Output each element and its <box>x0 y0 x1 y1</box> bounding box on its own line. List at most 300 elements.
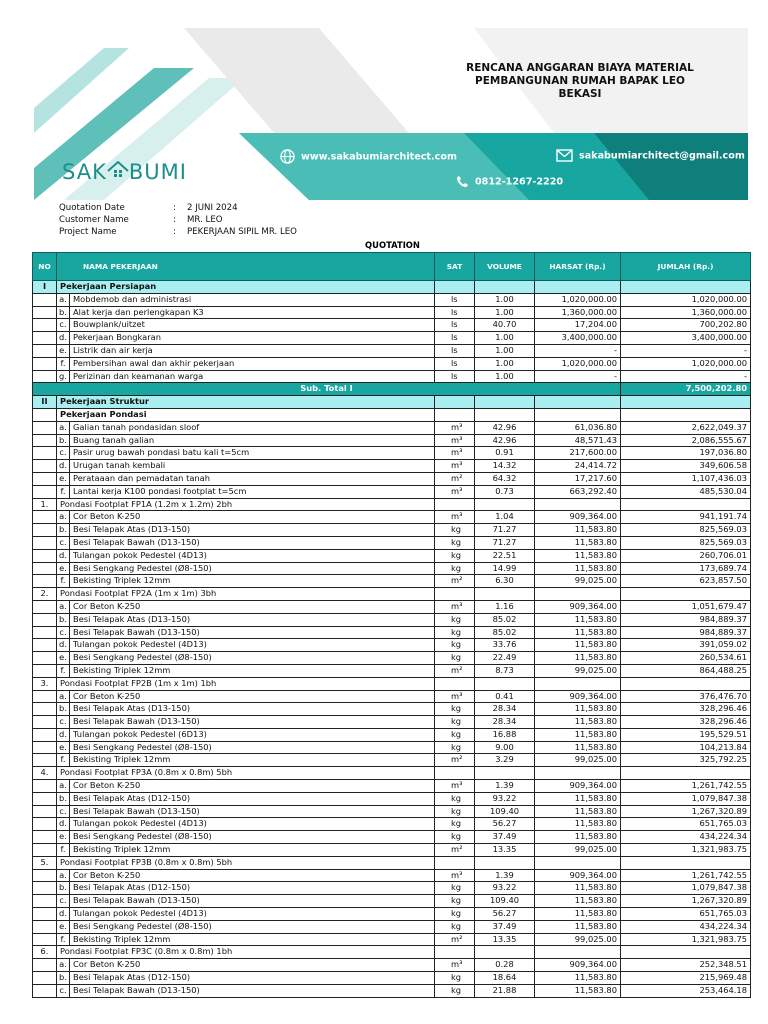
item-name-cell <box>57 831 435 844</box>
item-bullet: a. <box>57 870 70 882</box>
group-name: Pondasi Footplat FP3A (0.8m x 0.8m) 5bh <box>57 767 435 780</box>
item-name-cell <box>57 741 435 754</box>
item-unit-price: 11,583.80 <box>535 639 621 652</box>
item-bullet: a. <box>57 691 70 703</box>
item-unit-price: 1,020,000.00 <box>535 357 621 370</box>
item-volume: 93.22 <box>475 792 535 805</box>
item-name: Listrik dan air kerja <box>73 344 153 355</box>
item-total: 1,261,742.55 <box>621 780 751 793</box>
table-row <box>33 344 751 357</box>
item-unit: ls <box>435 332 475 345</box>
empty-cell <box>435 767 475 780</box>
empty-cell <box>535 677 621 690</box>
item-volume: 1.00 <box>475 357 535 370</box>
empty-cell <box>33 741 57 754</box>
empty-cell <box>33 293 57 306</box>
item-total: 197,036.80 <box>621 447 751 460</box>
item-name-cell <box>57 536 435 549</box>
item-volume: 1.39 <box>475 780 535 793</box>
item-name-cell <box>57 908 435 921</box>
item-bullet: d. <box>57 818 70 830</box>
item-volume: 0.73 <box>475 485 535 498</box>
item-unit-price: 3,400,000.00 <box>535 332 621 345</box>
item-total: 252,348.51 <box>621 959 751 972</box>
item-total: 215,969.48 <box>621 972 751 985</box>
empty-cell <box>33 959 57 972</box>
empty-cell <box>621 498 751 511</box>
item-name: Bekisting Triplek 12mm <box>73 933 171 944</box>
table-row <box>33 460 751 473</box>
item-name: Besi Telapak Bawah (D13-150) <box>73 716 200 727</box>
item-unit-price: 1,020,000.00 <box>535 293 621 306</box>
table-row <box>33 421 751 434</box>
table-row <box>33 664 751 677</box>
item-unit-price: 99,025.00 <box>535 933 621 946</box>
item-volume: 93.22 <box>475 882 535 895</box>
title-line-1: RENCANA ANGGARAN BIAYA MATERIAL <box>466 62 694 74</box>
item-unit-price: 99,025.00 <box>535 844 621 857</box>
table-row <box>33 869 751 882</box>
subtotal-row <box>33 383 751 396</box>
item-total: 1,321,983.75 <box>621 933 751 946</box>
empty-cell <box>535 281 621 294</box>
table-row <box>33 920 751 933</box>
item-name: Bekisting Triplek 12mm <box>73 754 171 765</box>
item-name-cell <box>57 421 435 434</box>
table-row <box>33 652 751 665</box>
item-unit-price: 11,583.80 <box>535 613 621 626</box>
item-name: Tulangan pokok Pedestel (4D13) <box>73 908 207 919</box>
row-no: 6. <box>33 946 57 959</box>
empty-cell <box>33 613 57 626</box>
item-total: - <box>621 370 751 383</box>
item-volume: 1.16 <box>475 600 535 613</box>
document-title <box>440 62 720 101</box>
item-unit-price: 11,583.80 <box>535 741 621 754</box>
empty-cell <box>435 408 475 421</box>
empty-cell <box>621 396 751 409</box>
empty-cell <box>33 754 57 767</box>
empty-cell <box>33 562 57 575</box>
item-bullet: d. <box>57 729 70 741</box>
item-unit: kg <box>435 524 475 537</box>
row-no: I <box>33 281 57 294</box>
item-volume: 71.27 <box>475 536 535 549</box>
item-unit-price: 99,025.00 <box>535 575 621 588</box>
item-total: 700,202.80 <box>621 319 751 332</box>
empty-cell <box>33 972 57 985</box>
item-name-cell <box>57 524 435 537</box>
item-volume: 22.49 <box>475 652 535 665</box>
item-bullet: f. <box>57 844 70 856</box>
table-row <box>33 306 751 319</box>
item-name-cell <box>57 600 435 613</box>
empty-cell <box>33 920 57 933</box>
item-name: Pekerjaan Bongkaran <box>73 332 161 343</box>
table-header-row <box>33 253 751 281</box>
item-bullet: f. <box>57 665 70 677</box>
item-total: 349,606.58 <box>621 460 751 473</box>
item-total: 1,261,742.55 <box>621 869 751 882</box>
empty-cell <box>33 344 57 357</box>
item-name: Cor Beton K-250 <box>73 600 141 611</box>
table-row <box>33 485 751 498</box>
item-unit-price: 11,583.80 <box>535 703 621 716</box>
item-volume: 13.35 <box>475 933 535 946</box>
table-row <box>33 754 751 767</box>
item-unit: m³ <box>435 447 475 460</box>
col-header-volume: VOLUME <box>475 253 535 281</box>
item-name-cell <box>57 780 435 793</box>
item-total: 2,086,555.67 <box>621 434 751 447</box>
item-unit: kg <box>435 728 475 741</box>
item-unit: kg <box>435 792 475 805</box>
item-unit: m² <box>435 664 475 677</box>
item-unit-price: - <box>535 370 621 383</box>
item-name-cell <box>57 972 435 985</box>
item-name: Besi Sengkang Pedestel (Ø8-150) <box>73 831 212 842</box>
empty-cell <box>33 511 57 524</box>
item-unit: kg <box>435 818 475 831</box>
item-unit: kg <box>435 703 475 716</box>
empty-cell <box>33 626 57 639</box>
item-unit: kg <box>435 920 475 933</box>
item-total: 3,400,000.00 <box>621 332 751 345</box>
item-total: 325,792.25 <box>621 754 751 767</box>
item-name: Bekisting Triplek 12mm <box>73 575 171 586</box>
email-text: sakabumiarchitect@gmail.com <box>579 150 745 162</box>
item-unit-price: 11,583.80 <box>535 562 621 575</box>
item-volume: 40.70 <box>475 319 535 332</box>
group-name: Pondasi Footplat FP1A (1.2m x 1.2m) 2bh <box>57 498 435 511</box>
item-unit: kg <box>435 895 475 908</box>
item-unit-price: 11,583.80 <box>535 652 621 665</box>
item-bullet: b. <box>57 435 70 447</box>
empty-cell <box>535 588 621 601</box>
col-header-name: NAMA PEKERJAAN <box>57 253 435 281</box>
item-volume: 0.41 <box>475 690 535 703</box>
item-volume: 109.40 <box>475 805 535 818</box>
item-bullet: d. <box>57 908 70 920</box>
item-unit: ls <box>435 370 475 383</box>
item-volume: 42.96 <box>475 421 535 434</box>
empty-cell <box>435 677 475 690</box>
item-unit: kg <box>435 613 475 626</box>
item-unit: kg <box>435 741 475 754</box>
item-volume: 21.88 <box>475 984 535 997</box>
empty-cell <box>475 677 535 690</box>
item-unit: kg <box>435 984 475 997</box>
item-name-cell <box>57 293 435 306</box>
group-row <box>33 856 751 869</box>
item-total: 651,765.03 <box>621 908 751 921</box>
phone-icon <box>456 175 469 188</box>
item-unit-price: 11,583.80 <box>535 805 621 818</box>
item-name-cell <box>57 933 435 946</box>
empty-cell <box>33 600 57 613</box>
item-unit-price: 17,204.00 <box>535 319 621 332</box>
item-bullet: b. <box>57 882 70 894</box>
item-unit-price: 11,583.80 <box>535 728 621 741</box>
empty-cell <box>33 332 57 345</box>
item-name: Besi Sengkang Pedestel (Ø8-150) <box>73 652 212 663</box>
item-name: Mobdemob dan administrasi <box>73 293 192 304</box>
item-total: 434,224.34 <box>621 831 751 844</box>
empty-cell <box>33 831 57 844</box>
empty-cell <box>475 281 535 294</box>
row-no: II <box>33 396 57 409</box>
item-name: Besi Telapak Atas (D13-150) <box>73 613 191 624</box>
quotation-heading: QUOTATION <box>365 240 420 250</box>
empty-cell <box>33 869 57 882</box>
empty-cell <box>33 472 57 485</box>
info-project-name: Project Name : PEKERJAAN SIPIL MR. LEO <box>59 227 297 237</box>
empty-cell <box>33 792 57 805</box>
item-name: Cor Beton K-250 <box>73 511 141 522</box>
group-row <box>33 767 751 780</box>
item-bullet: a. <box>57 780 70 792</box>
item-bullet: e. <box>57 345 70 357</box>
table-body <box>33 281 751 998</box>
item-name-cell <box>57 549 435 562</box>
item-name-cell <box>57 728 435 741</box>
empty-cell <box>33 421 57 434</box>
row-no <box>33 408 57 421</box>
item-unit-price: - <box>535 344 621 357</box>
table-row <box>33 882 751 895</box>
row-no: 1. <box>33 498 57 511</box>
item-total: 941,191.74 <box>621 511 751 524</box>
item-volume: 33.76 <box>475 639 535 652</box>
empty-cell <box>33 664 57 677</box>
empty-cell <box>33 485 57 498</box>
item-name: Perizinan dan keamanan warga <box>73 370 204 381</box>
empty-cell <box>475 588 535 601</box>
company-logo <box>62 160 187 184</box>
empty-cell <box>475 767 535 780</box>
item-bullet: e. <box>57 921 70 933</box>
item-volume: 1.00 <box>475 344 535 357</box>
item-name-cell <box>57 357 435 370</box>
item-bullet: c. <box>57 806 70 818</box>
item-bullet: f. <box>57 934 70 946</box>
item-name-cell <box>57 319 435 332</box>
item-unit: kg <box>435 908 475 921</box>
item-unit-price: 909,364.00 <box>535 959 621 972</box>
item-name-cell <box>57 664 435 677</box>
row-no: 3. <box>33 677 57 690</box>
item-total: - <box>621 344 751 357</box>
item-name-cell <box>57 370 435 383</box>
email-contact <box>556 149 745 162</box>
empty-cell <box>33 319 57 332</box>
empty-cell <box>435 588 475 601</box>
item-unit-price: 11,583.80 <box>535 972 621 985</box>
item-volume: 6.30 <box>475 575 535 588</box>
item-unit-price: 11,583.80 <box>535 984 621 997</box>
item-unit-price: 217,600.00 <box>535 447 621 460</box>
item-name: Pasir urug bawah pondasi batu kali t=5cm <box>73 447 250 458</box>
empty-cell <box>475 946 535 959</box>
item-total: 1,079,847.38 <box>621 882 751 895</box>
item-volume: 1.00 <box>475 293 535 306</box>
item-unit-price: 61,036.80 <box>535 421 621 434</box>
item-unit: m³ <box>435 434 475 447</box>
item-volume: 0.91 <box>475 447 535 460</box>
item-volume: 56.27 <box>475 818 535 831</box>
item-bullet: e. <box>57 652 70 664</box>
table-row <box>33 575 751 588</box>
table-row <box>33 972 751 985</box>
item-volume: 42.96 <box>475 434 535 447</box>
table-row <box>33 844 751 857</box>
empty-cell <box>33 908 57 921</box>
group-name: Pondasi Footplat FP3B (0.8m x 0.8m) 5bh <box>57 856 435 869</box>
item-name-cell <box>57 344 435 357</box>
item-volume: 18.64 <box>475 972 535 985</box>
empty-cell <box>621 946 751 959</box>
item-name: Besi Sengkang Pedestel (Ø8-150) <box>73 562 212 573</box>
item-name-cell <box>57 920 435 933</box>
item-name: Tulangan pokok Pedestel (4D13) <box>73 639 207 650</box>
item-bullet: e. <box>57 742 70 754</box>
item-unit: kg <box>435 549 475 562</box>
item-unit: kg <box>435 805 475 818</box>
item-unit-price: 11,583.80 <box>535 908 621 921</box>
item-unit-price: 48,571.43 <box>535 434 621 447</box>
group-row <box>33 408 751 421</box>
item-name: Tulangan pokok Pedestel (4D13) <box>73 549 207 560</box>
empty-cell <box>621 588 751 601</box>
empty-cell <box>621 677 751 690</box>
item-bullet: b. <box>57 614 70 626</box>
item-unit-price: 909,364.00 <box>535 869 621 882</box>
item-unit: kg <box>435 626 475 639</box>
item-name-cell <box>57 472 435 485</box>
item-unit: ls <box>435 357 475 370</box>
item-unit: m³ <box>435 690 475 703</box>
item-name: Bekisting Triplek 12mm <box>73 844 171 855</box>
item-volume: 13.35 <box>475 844 535 857</box>
logo-text-left: SAK <box>62 160 107 184</box>
item-name-cell <box>57 882 435 895</box>
item-volume: 1.04 <box>475 511 535 524</box>
empty-cell <box>475 498 535 511</box>
empty-cell <box>535 498 621 511</box>
col-header-jumlah: JUMLAH (Rp.) <box>621 253 751 281</box>
item-unit-price: 11,583.80 <box>535 895 621 908</box>
table-row <box>33 319 751 332</box>
item-name-cell <box>57 306 435 319</box>
item-unit: ls <box>435 293 475 306</box>
item-total: 260,534.61 <box>621 652 751 665</box>
item-unit-price: 909,364.00 <box>535 600 621 613</box>
group-row <box>33 946 751 959</box>
empty-cell <box>33 652 57 665</box>
empty-cell <box>535 396 621 409</box>
empty-cell <box>475 396 535 409</box>
empty-cell <box>33 933 57 946</box>
item-total: 1,267,320.89 <box>621 895 751 908</box>
item-bullet: a. <box>57 511 70 523</box>
item-unit-price: 11,583.80 <box>535 524 621 537</box>
item-name: Bekisting Triplek 12mm <box>73 664 171 675</box>
table-row <box>33 472 751 485</box>
empty-cell <box>621 856 751 869</box>
table-row <box>33 370 751 383</box>
house-logo-icon <box>107 161 129 181</box>
item-unit-price: 11,583.80 <box>535 818 621 831</box>
info-customer-name: Customer Name : MR. LEO <box>59 215 223 225</box>
item-volume: 85.02 <box>475 626 535 639</box>
item-total: 2,622,049.37 <box>621 421 751 434</box>
item-unit-price: 11,583.80 <box>535 920 621 933</box>
item-unit: m² <box>435 933 475 946</box>
row-no: 4. <box>33 767 57 780</box>
subtotal-label: Sub. Total I <box>33 383 621 396</box>
item-name: Besi Sengkang Pedestel (Ø8-150) <box>73 741 212 752</box>
table-row <box>33 818 751 831</box>
group-row <box>33 588 751 601</box>
item-unit-price: 11,583.80 <box>535 626 621 639</box>
item-total: 376,476.70 <box>621 690 751 703</box>
item-bullet: a. <box>57 959 70 971</box>
item-volume: 85.02 <box>475 613 535 626</box>
item-unit: kg <box>435 716 475 729</box>
table-row <box>33 639 751 652</box>
item-name-cell <box>57 460 435 473</box>
mail-icon <box>556 149 573 162</box>
empty-cell <box>33 460 57 473</box>
item-name: Besi Telapak Bawah (D13-150) <box>73 536 200 547</box>
empty-cell <box>535 856 621 869</box>
item-total: 984,889.37 <box>621 626 751 639</box>
item-unit-price: 11,583.80 <box>535 536 621 549</box>
item-bullet: c. <box>57 895 70 907</box>
item-total: 1,267,320.89 <box>621 805 751 818</box>
item-name-cell <box>57 690 435 703</box>
item-total: 434,224.34 <box>621 920 751 933</box>
empty-cell <box>33 536 57 549</box>
item-total: 104,213.84 <box>621 741 751 754</box>
item-unit-price: 11,583.80 <box>535 831 621 844</box>
item-total: 328,296.46 <box>621 703 751 716</box>
empty-cell <box>475 408 535 421</box>
table-row <box>33 293 751 306</box>
item-total: 391,059.02 <box>621 639 751 652</box>
item-bullet: c. <box>57 985 70 997</box>
item-total: 825,569.03 <box>621 524 751 537</box>
col-header-sat: SAT <box>435 253 475 281</box>
item-total: 1,020,000.00 <box>621 357 751 370</box>
item-name-cell <box>57 792 435 805</box>
item-volume: 64.32 <box>475 472 535 485</box>
item-unit: m³ <box>435 959 475 972</box>
empty-cell <box>33 805 57 818</box>
empty-cell <box>435 281 475 294</box>
info-quotation-date: Quotation Date : 2 JUNI 2024 <box>59 203 238 213</box>
item-unit-price: 11,583.80 <box>535 882 621 895</box>
item-unit: m² <box>435 575 475 588</box>
item-total: 260,706.01 <box>621 549 751 562</box>
row-no: 5. <box>33 856 57 869</box>
group-name: Pondasi Footplat FP2B (1m x 1m) 1bh <box>57 677 435 690</box>
empty-cell <box>33 306 57 319</box>
item-unit: m³ <box>435 600 475 613</box>
table-row <box>33 831 751 844</box>
item-name: Besi Telapak Bawah (D13-150) <box>73 805 200 816</box>
item-volume: 28.34 <box>475 716 535 729</box>
